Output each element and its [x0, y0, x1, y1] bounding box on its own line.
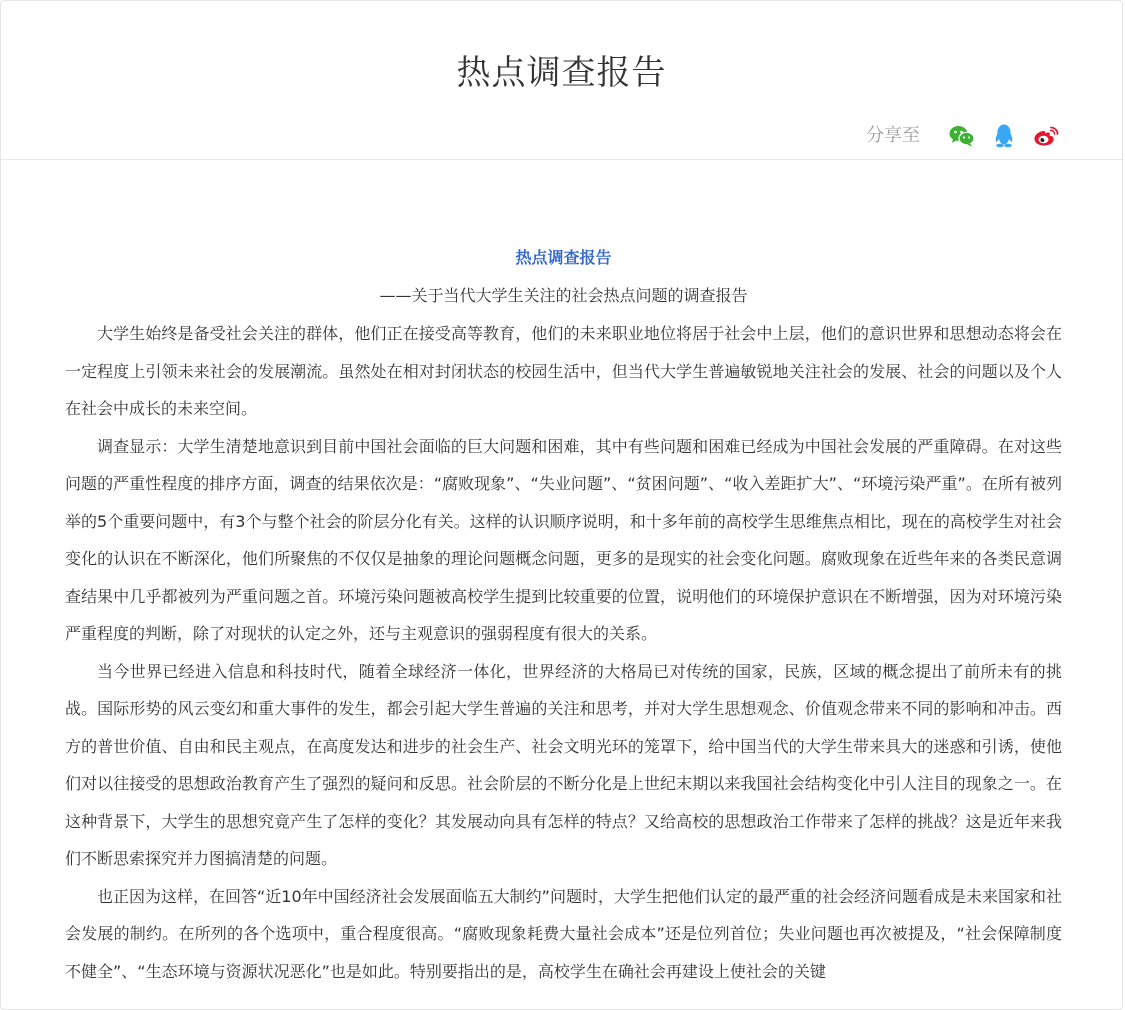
wechat-icon[interactable] — [948, 122, 976, 150]
share-bar — [866, 121, 1060, 151]
article-paragraph: 大学生始终是备受社会关注的群体，他们正在接受高等教育，他们的未来职业地位将居于社会中上层，他们的意识世界和思想动态将会在一定程度上引领未来社会的发展潮流。虽然处在相对封闭状态的校园生活中，但当代大学生普遍敏锐地关注社会的发展、社会的问题以及个人在社会中成长的未来空间。 — [65, 324, 1062, 418]
share-label: 分享至 — [866, 125, 920, 146]
article-body — [65, 239, 1062, 990]
weibo-icon[interactable] — [1032, 122, 1060, 150]
qq-icon[interactable] — [990, 122, 1018, 150]
article-paragraph: 也正因为这样，在回答“近10年中国经济社会发展面临五大制约”问题时，大学生把他们认定的最严重的社会经济问题看成是未来国家和社会发展的制约。在所列的各个选项中，重合程度很高。“腐败现象耗费大量社会成本”还是位列首位；失业问题也再次被提及，“社会保障制度不健全”、“生态环境与资源状况恶化”也是如此。特别要指出的是，高校学生在确社会再建设上使社会的关键 — [65, 886, 1062, 981]
page-header — [1, 1, 1122, 160]
article-paragraph: 当今世界已经进入信息和科技时代，随着全球经济一体化，世界经济的大格局已对传统的国家，民族，区域的概念提出了前所未有的挑战。国际形势的风云变幻和重大事件的发生，都会引起大学生普遍的关注和思考，并对大学生思想观念、价值观念带来不同的影响和冲击。西方的普世价值、自由和民主观点，在高度发达和进步的社会生产、社会文明光环的笼罩下，给中国当代的大学生带来具大的迷惑和引诱，使他们对以往接受的思想政治教育产生了强烈的疑问和反思。社会阶层的不断分化是上世纪末期以来我国社会结构变化中引人注目的现象之一。在这种背景下，大学生的思想究竟产生了怎样的变化？其发展动向具有怎样的特点？又给高校的思想政治工作带来了怎样的挑战？这是近年来我们不断思索探究并力图搞清楚的问题。 — [65, 661, 1062, 868]
page-title: 热点调查报告 — [456, 53, 667, 93]
article-title: 热点调查报告 — [515, 248, 612, 267]
article-paragraph: 调查显示：大学生清楚地意识到目前中国社会面临的巨大问题和困难，其中有些问题和困难已经成为中国社会发展的严重障碍。在对这些问题的严重性程度的排序方面，调查的结果依次是：“腐败现象”、“失业问题”、“贫困问题”、“收入差距扩大”、“环境污染严重”。在所有被列举的5个重要问题中，有3个与整个社会的阶层分化有关。这样的认识顺序说明，和十多年前的高校学生思维焦点相比，现在的高校学生对社会变化的认识在不断深化，他们所聚焦的不仅仅是抽象的理论问题概念问题，更多的是现实的社会变化问题。腐败现象在近些年来的各类民意调查结果中几乎都被列为严重问题之首。环境污染问题被高校学生提到比较重要的位置，说明他们的环境保护意识在不断增强，因为对环境污染严重程度的判断，除了对现状的认定之外，还与主观意识的强弱程度有很大的关系。 — [65, 436, 1062, 643]
article-subtitle: ——关于当代大学生关注的社会热点问题的调查报告 — [379, 286, 748, 305]
